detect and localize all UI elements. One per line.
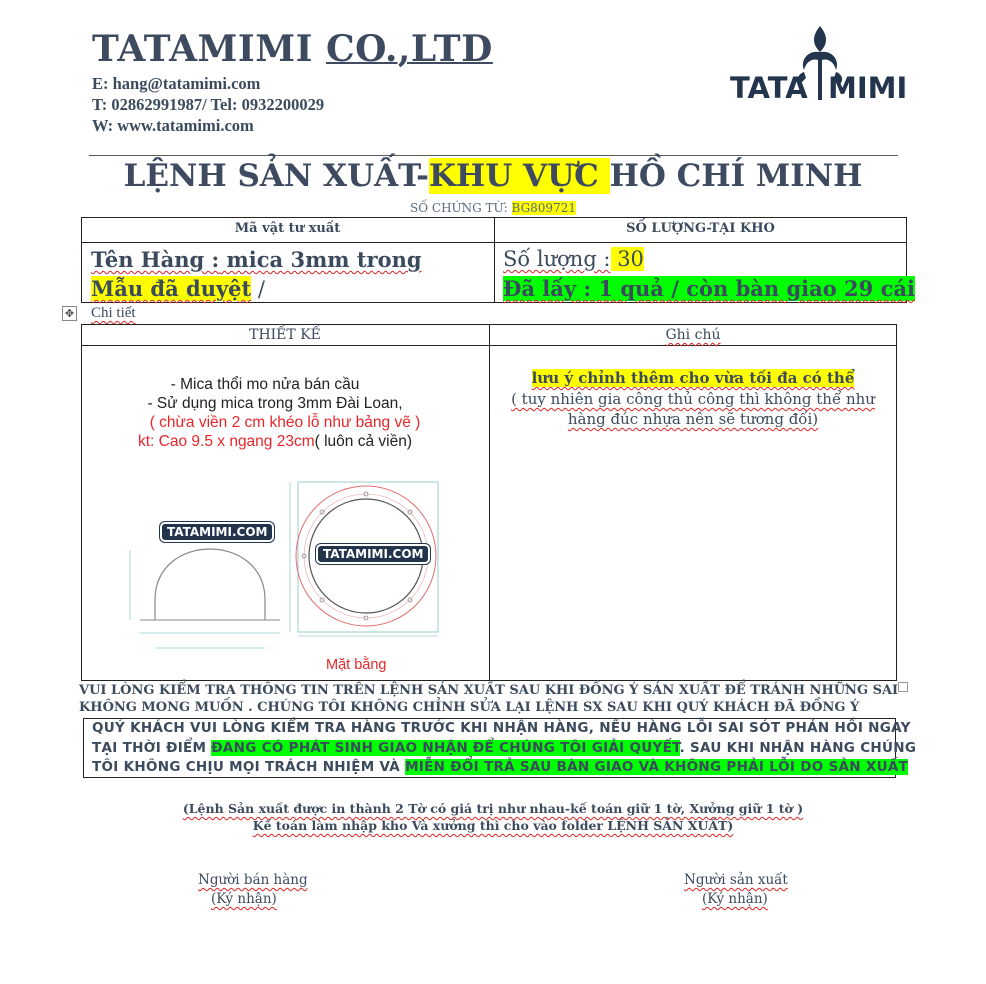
seller-sign: (Ký nhận)	[211, 891, 277, 907]
design-line-3: ( chừa viền 2 cm khéo lỗ như bảng vẽ )	[149, 414, 421, 431]
design-line-4	[138, 433, 412, 451]
product-value: mica 3mm trong	[219, 247, 422, 272]
notice-line-2: KHÔNG MONG MUỐN . CHÚNG TÔI KHÔNG CHỈNH SỬA LẠI LỆNH SX SAU KHI QUÝ KHÁCH ĐÃ ĐỒNG Ý	[79, 700, 860, 715]
svg-text:MIMI: MIMI	[828, 71, 908, 105]
footer-note-2: Kế toán làm nhập kho Và xưởng thì cho vào folder LỆNH SẢN XUẤT)	[252, 818, 734, 833]
design-size: kt: Cao 9.5 x ngang 23cm	[138, 433, 315, 450]
table-move-handle-icon[interactable]: ✥	[62, 306, 77, 321]
detail-label: Chi tiết	[91, 305, 136, 321]
title-part3: HỒ CHÍ MINH	[609, 158, 863, 194]
note-line-3: hàng đúc nhựa nên sẽ tương đối)	[567, 410, 819, 428]
company-email: E: hang@tatamimi.com	[92, 74, 261, 93]
design-header: THIẾT KẾ	[249, 327, 321, 343]
approved-value: /	[251, 277, 266, 301]
table-resize-handle-icon[interactable]	[898, 682, 908, 692]
floor-plan-label: Mặt bằng	[326, 657, 387, 673]
company-name-part1: TATAMIMI	[92, 28, 326, 70]
product-name	[91, 247, 422, 272]
approved-sample	[91, 276, 265, 301]
design-size-note: ( luôn cả viền)	[314, 433, 412, 450]
quantity-value: 30	[610, 247, 644, 271]
warning-line-3	[92, 759, 908, 775]
warning-line-2	[92, 740, 916, 756]
company-name-part2: CO.,LTD	[325, 28, 493, 70]
warning-line-1: QUÝ KHÁCH VUI LÒNG KIỂM TRA HÀNG TRƯỚC KHI NHẬN HÀNG, NẾU HÀNG LỖI SAI SÓT PHẢN HỒI NGAY	[92, 720, 911, 736]
doc-no-label: SỐ CHỨNG TỪ:	[410, 201, 512, 215]
company-website: W: www.tatamimi.com	[92, 116, 254, 135]
note-line-1: lưu ý chỉnh thêm cho vừa tối đa có thể	[531, 369, 855, 387]
taken-text: Đã lấy : 1 quả / còn bàn giao 29 cái	[503, 276, 915, 301]
tatamimi-logo	[728, 22, 908, 112]
detail-table-divider-h	[81, 345, 897, 346]
quantity-label: Số lượng :	[503, 247, 611, 271]
product-label: Tên Hàng :	[91, 247, 220, 272]
quantity-header: SỐ LƯỢNG-TẠI KHO	[626, 221, 775, 236]
website-badge-right: TATAMIMI.COM	[316, 544, 430, 564]
warning-line-2c: . SAU KHI NHẬN HÀNG CHÚNG	[679, 740, 917, 756]
doc-no-value: BG809721	[511, 201, 576, 215]
design-line-1: - Mica thổi mo nửa bán cầu	[170, 376, 360, 393]
info-table-divider-h	[81, 242, 907, 243]
approved-label: Mẫu đã duyệt	[91, 276, 252, 301]
footer-note-1: (Lệnh Sản xuất được in thành 2 Tờ có giá trị như nhau-kế toán giữ 1 tờ, Xưởng giữ 1 tờ )	[182, 801, 804, 816]
warning-line-3b: MIỄN ĐỔI TRẢ SAU BÀN GIAO VÀ KHÔNG PHẢI LỖI DO SẢN XUẤT	[405, 759, 909, 775]
material-code-header: Mã vật tư xuất	[234, 221, 341, 236]
title-part2: KHU VỰC	[428, 158, 610, 194]
notice-line-1: VUI LÒNG KIỂM TRA THÔNG TIN TRÊN LỆNH SẢN XUẤT SAU KHI ĐỒNG Ý SẢN XUẤT ĐỂ TRÁNH NHỮNG SAI	[79, 683, 899, 698]
svg-text:TATA: TATA	[730, 71, 808, 105]
note-line-2: ( tuy nhiên gia công thủ công thì không thể như	[511, 390, 875, 408]
seller-title: Người bán hàng	[198, 872, 308, 888]
title-part1: LỆNH SẢN XUẤT-	[123, 158, 429, 194]
quantity	[503, 247, 644, 271]
note-header: Ghi chú	[665, 327, 721, 343]
company-name	[92, 28, 493, 70]
technical-drawing	[120, 470, 450, 660]
header-divider	[89, 155, 898, 156]
producer-title: Người sản xuất	[684, 872, 788, 888]
warning-line-2b: ĐANG CÓ PHÁT SINH GIAO NHẬN ĐỂ CHÚNG TÔI GIẢI QUYẾT	[211, 740, 680, 756]
company-phone: T: 02862991987/ Tel: 0932200029	[92, 95, 325, 114]
document-number	[0, 201, 986, 215]
warning-line-2a: TẠI THỜI ĐIỂM	[92, 740, 212, 756]
fleur-de-lis-icon	[728, 22, 908, 112]
website-badge-left: TATAMIMI.COM	[160, 522, 274, 542]
producer-sign: (Ký nhận)	[702, 891, 768, 907]
document-title	[0, 158, 986, 194]
taken-status	[503, 276, 915, 301]
warning-line-3a: TÔI KHÔNG CHỊU MỌI TRÁCH NHIỆM VÀ	[92, 759, 406, 775]
design-line-2: - Sử dụng mica trong 3mm Đài Loan,	[147, 395, 403, 412]
